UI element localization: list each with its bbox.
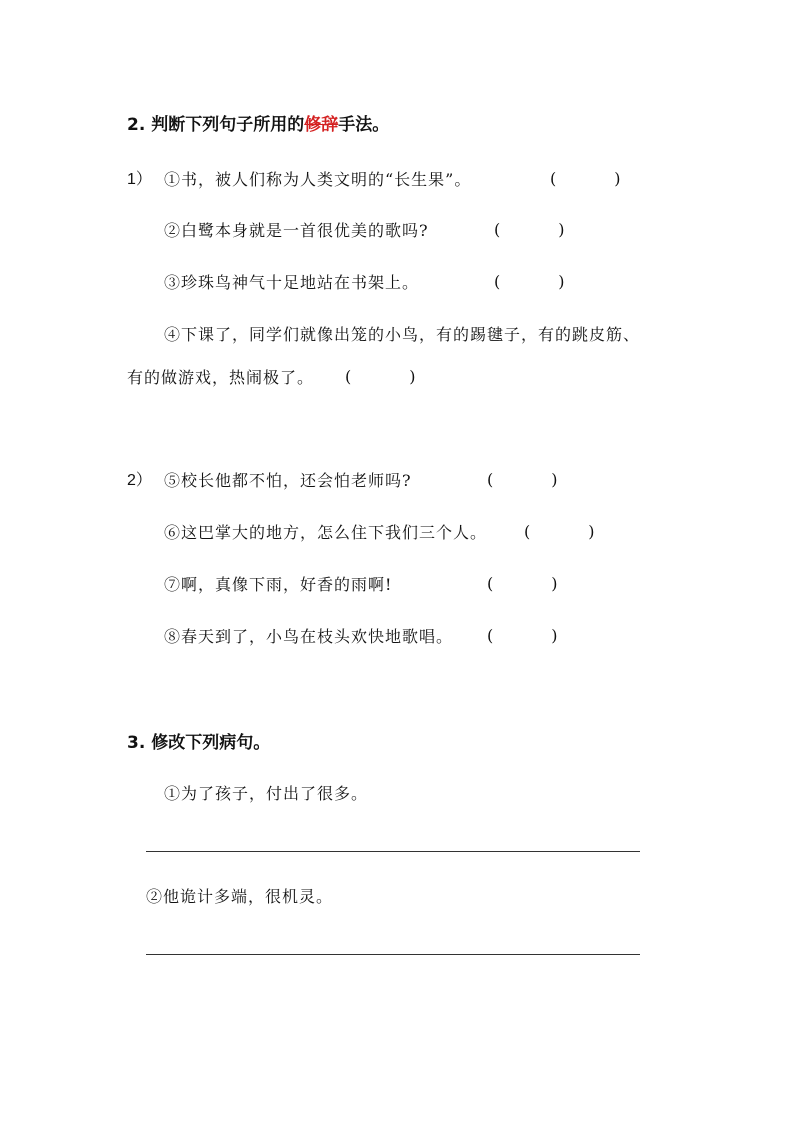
paren-close: ) (409, 367, 416, 386)
correction-1: ①为了孩子，付出了很多。 (164, 784, 369, 803)
answer-blank-5[interactable] (487, 472, 558, 488)
paren-open: ( (494, 220, 501, 239)
answer-blank-3[interactable] (494, 274, 565, 290)
correction-2: ②他诡计多端，很机灵。 (146, 887, 334, 906)
paren-close: ) (551, 470, 558, 489)
paren-close: ) (551, 626, 558, 645)
paren-open: ( (494, 272, 501, 291)
answer-blank-6[interactable] (524, 524, 595, 540)
title-prefix: 2. 判断下列句子所用的 (127, 115, 305, 135)
paren-close: ) (558, 272, 565, 291)
paren-open: ( (487, 470, 494, 489)
question-6: ⑥这巴掌大的地方，怎么住下我们三个人。 (164, 523, 488, 542)
question-4-line-1: ④下课了，同学们就像出笼的小鸟，有的踢毽子，有的跳皮筋、 (164, 325, 641, 344)
section-2-title (127, 117, 389, 134)
title-marked-word: 修辞 (304, 115, 339, 135)
question-3: ③珍珠鸟神气十足地站在书架上。 (164, 273, 420, 292)
answer-line-1[interactable] (146, 851, 640, 852)
answer-blank-2[interactable] (494, 222, 565, 238)
answer-blank-4[interactable] (345, 369, 416, 385)
paren-open: ( (487, 574, 494, 593)
question-7: ⑦啊，真像下雨，好香的雨啊! (164, 575, 393, 594)
paren-close: ) (551, 574, 558, 593)
question-2: ②白鹭本身就是一首很优美的歌吗? (164, 221, 429, 240)
title-suffix: 手法。 (338, 115, 390, 135)
answer-blank-1[interactable] (550, 171, 621, 187)
answer-line-2[interactable] (146, 954, 640, 955)
answer-blank-7[interactable] (487, 576, 558, 592)
paren-open: ( (345, 367, 352, 386)
question-1: ①书，被人们称为人类文明的“长生果”。 (164, 170, 472, 189)
question-4-line-2: 有的做游戏，热闹极了。 (127, 368, 315, 387)
paren-open: ( (487, 626, 494, 645)
paren-close: ) (558, 220, 565, 239)
question-8: ⑧春天到了，小鸟在枝头欢快地歌唱。 (164, 627, 454, 646)
section-3-title: 3. 修改下列病句。 (127, 733, 271, 753)
paren-open: ( (550, 169, 557, 188)
question-5: ⑤校长他都不怕，还会怕老师吗? (164, 471, 412, 490)
paren-open: ( (524, 522, 531, 541)
group-2-label: 2） (127, 472, 152, 489)
group-1-label: 1） (127, 171, 152, 188)
paren-close: ) (614, 169, 621, 188)
answer-blank-8[interactable] (487, 628, 558, 644)
paren-close: ) (588, 522, 595, 541)
